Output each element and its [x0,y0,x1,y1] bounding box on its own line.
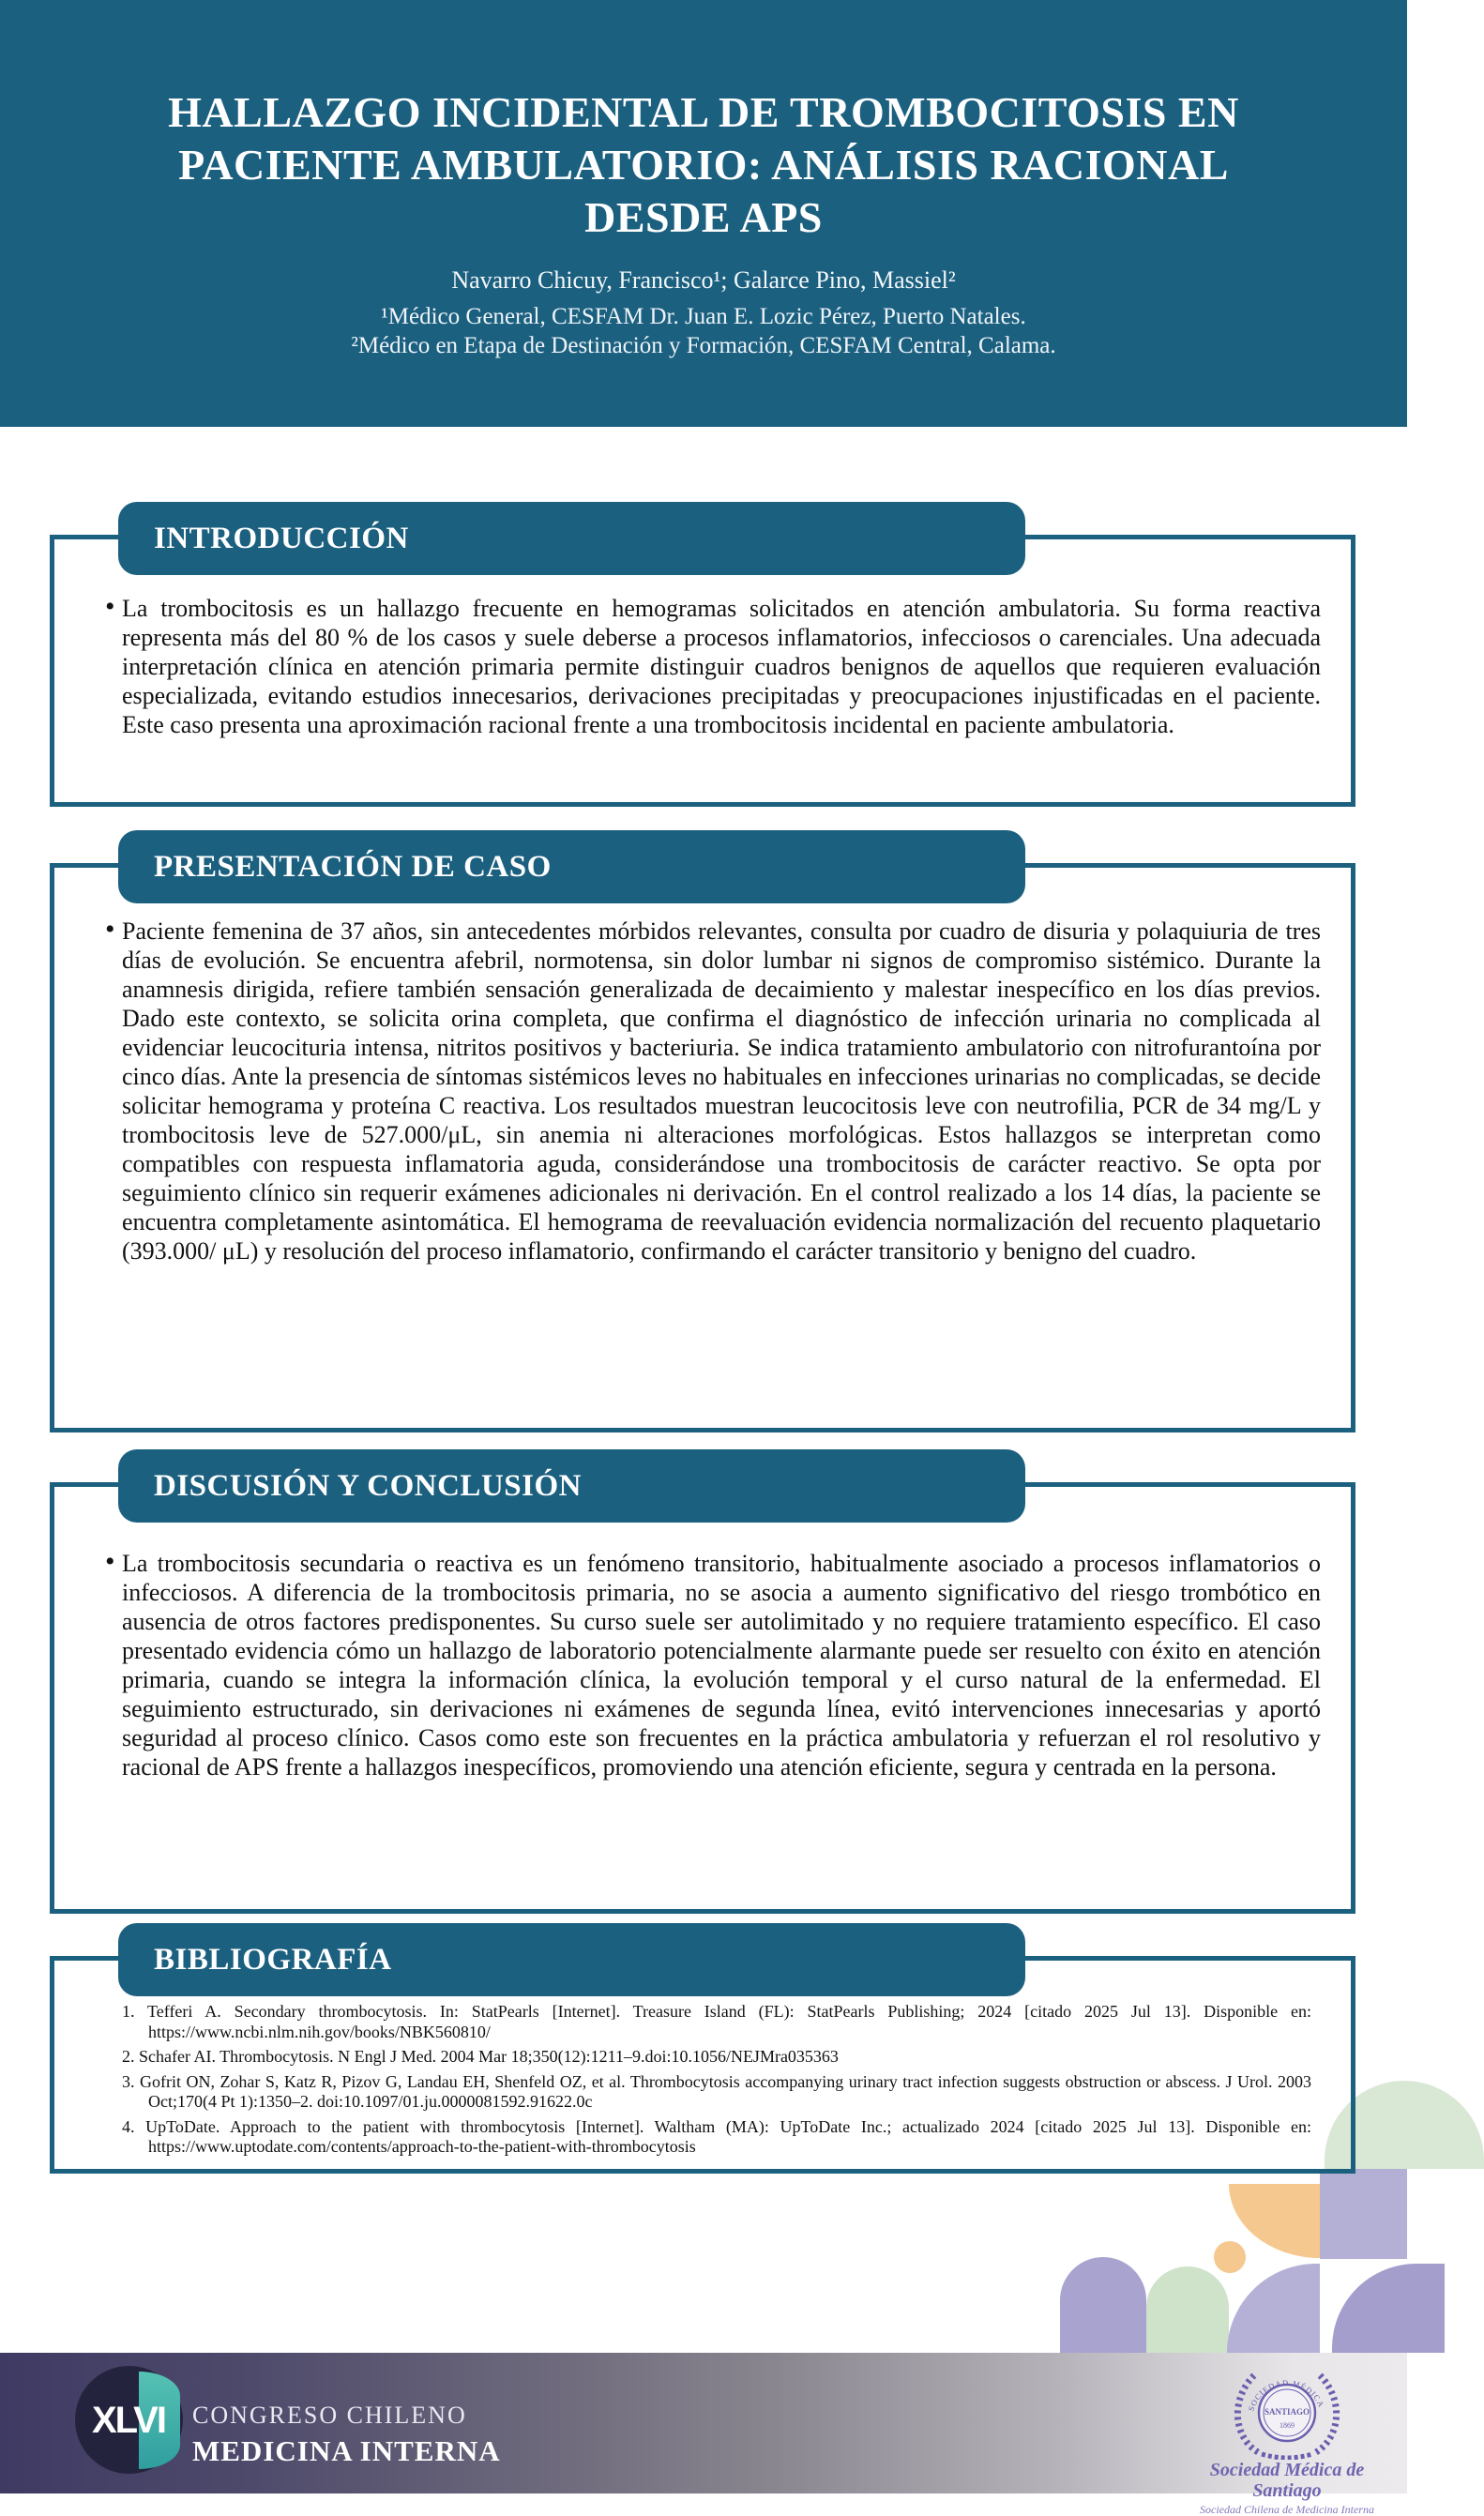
poster-authors: Navarro Chicuy, Francisco¹; Galarce Pino, Massiel² [451,266,956,294]
section-body-text: La trombocitosis secundaria o reactiva es un fenómeno transitorio, habitualmente asociado a procesos inflamatorios o infecciosos. A diferencia de la trombocitosis primaria, no se asocia a aumento significativo del riesgo trombótico en ausencia de otros factores predisponentes. Su curso suele ser autolimitado y no requiere tratamiento específico. El caso presentado evidencia cómo un hallazgo de laboratorio potencialmente alarmante puede ser resuelto con éxito en atención primaria, cuando se integra la información clínica, la evolución temporal y el curso natural de la enfermedad. El seguimiento estructurado, sin derivaciones ni exámenes de segunda línea, evitó intervenciones innecesarias y aportó seguridad al proceso clínico. Casos como este son frecuentes en la práctica ambulatoria y refuerzan el rol resolutivo y racional de APS frente a hallazgos inespecíficos, promoviendo una atención eficiente, segura y centrada en la persona. [122,1550,1321,1781]
emblem-year-text: 1869 [1280,2421,1295,2430]
reference-item: 1. Tefferi A. Secondary thrombocytosis. In: StatPearls [Internet]. Treasure Island (FL): StatPearls Publishing; 2024 [citado 2025 Jul 13]. Disponible en: https://www.ncbi.nlm.nih.gov/books/NBK560810/ [122,2002,1311,2041]
reference-item: 2. Schafer AI. Thrombocytosis. N Engl J Med. 2004 Mar 18;350(12):1211–9.doi:10.1056/NEJMra035363 [122,2047,839,2066]
society-logo [1174,2358,1400,2516]
emblem-top-text: SOCIEDAD MÉDICA [1246,2377,1327,2413]
section-introduccion [50,522,1355,807]
society-emblem-icon [1217,2358,1357,2460]
laurel-left [1237,2375,1258,2452]
society-subtitle: Sociedad Chilena de Medicina Interna [1200,2503,1374,2516]
decorative-green-dome [1146,2266,1229,2353]
section-heading: DISCUSIÓN Y CONCLUSIÓN [154,1469,582,1503]
congress-logo [75,2366,197,2480]
emblem-center-text: SANTIAGO [1264,2407,1310,2417]
section-body [54,539,1351,739]
society-name: Sociedad Médica de Santiago [1209,2460,1365,2501]
decorative-lavender-dome [1060,2257,1146,2353]
section-heading: PRESENTACIÓN DE CASO [154,850,552,884]
poster-header [0,0,1407,427]
section-heading: INTRODUCCIÓN [154,522,409,555]
affiliation-line: ¹Médico General, CESFAM Dr. Juan E. Lozic Pérez, Puerto Natales. [381,304,1026,329]
congress-wordmark [192,2402,501,2468]
section-bibliografia [50,1943,1355,2174]
poster-title: HALLAZGO INCIDENTAL DE TROMBOCITOSIS EN PACIENTE AMBULATORIO: ANÁLISIS RACIONAL DESDE APS [168,88,1239,241]
bullet-glyph: • [105,914,115,945]
congress-numeral: XLVI [92,2400,165,2441]
section-paragraph [105,591,1321,739]
reference-item: 3. Gofrit ON, Zohar S, Katz R, Pizov G, Landau EH, Shenfeld OZ, et al. Thrombocytosis accompanying urinary tract infection suggests obstruction or abscess. J Urol. 2003 Oct;170(4 Pt 1):1350–2. doi:10.1097/01.ju.0000081592.91622.0c [122,2071,1311,2111]
section-paragraph [105,1546,1321,1781]
bullet-glyph: • [105,1546,115,1577]
section-body [54,1487,1351,1781]
bullet-glyph: • [105,591,115,622]
decorative-lavender-quarter-dome-right [1332,2264,1445,2353]
laurel-base [1262,2454,1312,2458]
congress-name-line1: CONGRESO CHILENO [192,2402,467,2429]
section-heading-banner [118,1923,1025,1996]
decorative-lavender-square [1320,2169,1407,2259]
section-heading: BIBLIOGRAFÍA [154,1943,392,1977]
section-body-text: Paciente femenina de 37 años, sin antecedentes mórbidos relevantes, consulta por cuadro de disuria y polaquiuria de tres días de evolución. Se encuentra afebril, normotensa, sin dolor lumbar ni signos de compromiso sistémico. Durante la anamnesis dirigida, refiere también sensación generalizada de decaimiento y malestar inespecífico en los días previos. Dado este contexto, se solicita orina completa, que confirma el diagnóstico de infección urinaria no complicada al evidenciar leucocituria intensa, nitritos positivos y bacteriuria. Se indica tratamiento ambulatorio con nitrofurantoína por cinco días. Ante la presencia de síntomas sistémicos leves no habituales en infecciones urinarias no complicadas, se decide solicitar hemograma y proteína C reactiva. Los resultados muestran leucocitosis leve con neutrofilia, PCR de 34 mg/L y trombocitosis leve de 527.000/μL, sin anemia ni alteraciones morfológicas. Estos hallazgos se interpretan como compatibles con respuesta inflamatoria aguda, considerándose una trombocitosis de carácter reactivo. Se opta por seguimiento clínico sin requerir exámenes adicionales ni derivación. En el control realizado a los 14 días, la paciente se encuentra completamente asintomática. El hemograma de reevaluación evidencia normalización del recuento plaquetario (393.000/ μL) y resolución del proceso inflamatorio, confirmando el carácter transitorio y benigno del cuadro. [122,917,1321,1265]
decorative-orange-circle [1214,2241,1246,2273]
section-presentacion-de-caso [50,850,1355,1432]
congress-name-line2: MEDICINA INTERNA [192,2434,501,2467]
section-paragraph [105,914,1321,1266]
section-body-text: La trombocitosis es un hallazgo frecuente en hemogramas solicitados en atención ambulatoria. Su forma reactiva representa más del 80 % de los casos y suele deberse a procesos inflamatorios, infecciosos o carenciales. Una adecuada interpretación clínica en atención primaria permite distinguir cuadros benignos de aquellos que requieren evaluación especializada, evitando estudios innecesarios, derivaciones precipitadas y preocupaciones injustificadas en el paciente. Este caso presenta una aproximación racional frente a una trombocitosis incidental en paciente ambulatoria. [122,595,1321,738]
reference-item: 4. UpToDate. Approach to the patient with thrombocytosis [Internet]. Waltham (MA): UpToDate Inc.; actualizado 2024 [citado 2025 Jul 13]. Disponible en: https://www.uptodate.com/contents/approach-to-the-patient-with-thrombocytosis [122,2116,1311,2156]
poster-affiliations [0,302,1407,360]
affiliation-line: ²Médico en Etapa de Destinación y Formación, CESFAM Central, Calama. [351,333,1056,358]
section-discusion-y-conclusion [50,1469,1355,1914]
section-body [54,868,1351,1266]
laurel-right [1316,2375,1337,2452]
decorative-lavender-quarter-dome [1227,2264,1320,2353]
